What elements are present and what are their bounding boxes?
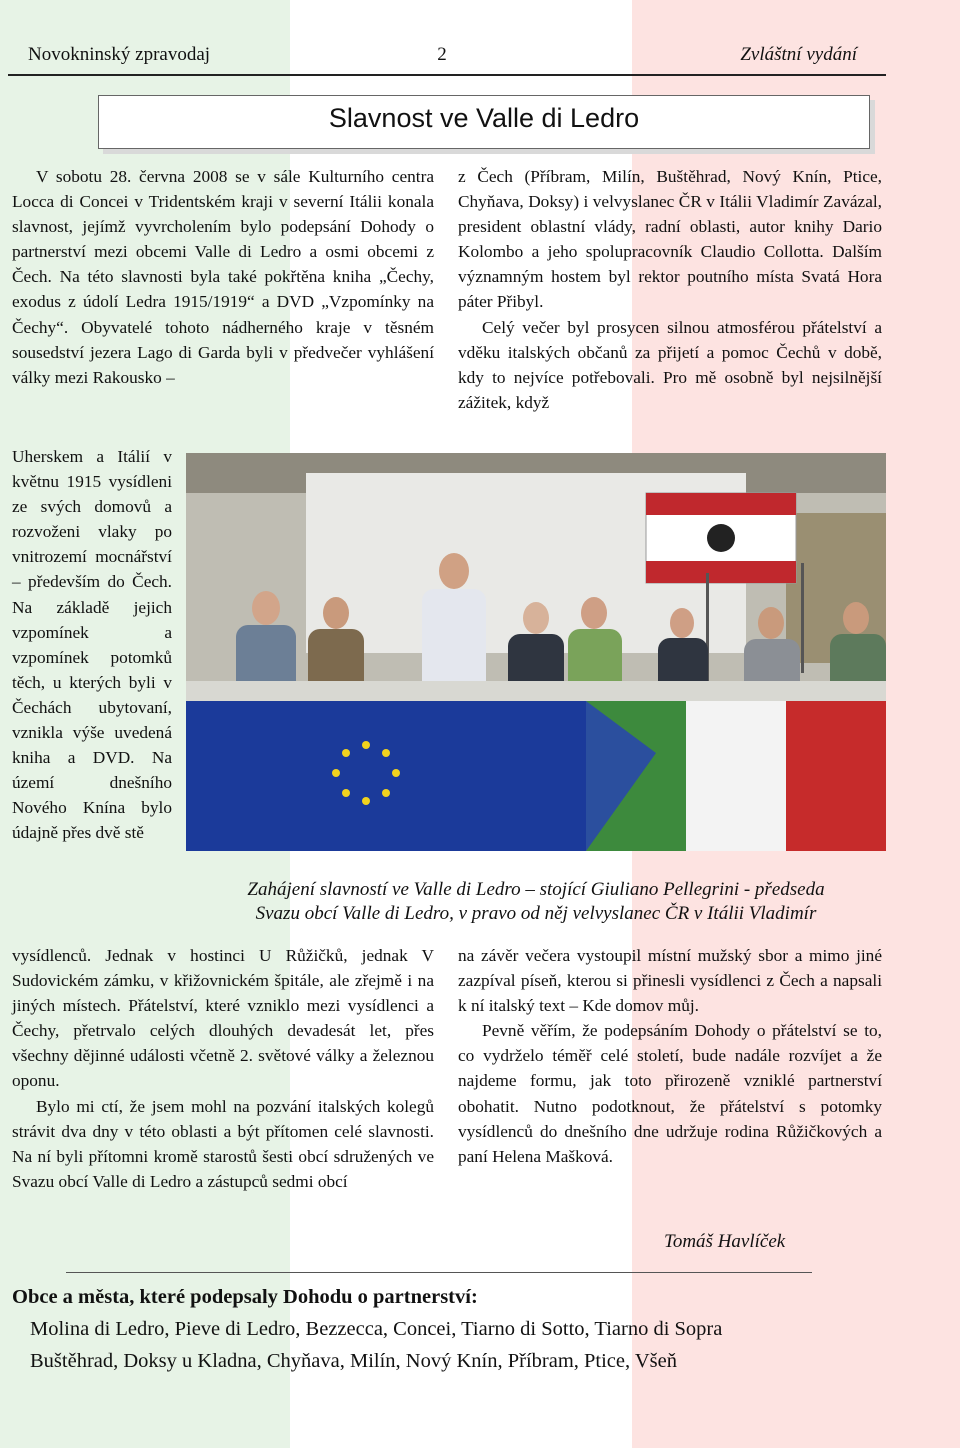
photo-caption-line-2: Svazu obcí Valle di Ledro, v pravo od něj velvyslanec ČR v Itálii Vladimír xyxy=(255,903,817,924)
event-photo-illustration xyxy=(186,453,886,851)
paragraph-conclusion: Pevně věřím, že podepsáním Dohody o přátelství se to, co vydrželo téměř celé století, bude nadále rozvíjet a že najdeme formu, jak toto přirozeně vzniklé partnerství obohatit. Nutno podotknout, že přátelství s potomky vysídlenců do dnešního dne udržuje rodina Růžičkových a paní Helena Mašková. xyxy=(458,1021,882,1166)
paragraph-guests: z Čech (Příbram, Milín, Buštěhrad, Nový Knín, Ptice, Chyňava, Doksy) i velvyslanec ČR v Itálii Vladimír Zavázal, president oblastní vlády, radní oblasti, autor knihy Dario Kolombo a jeho spolupracovník Claudio Collotta. Dalším významným hostem byl rektor poutního místa Svatá Hora páter Přibyl. xyxy=(458,167,882,312)
paragraph-settlers: vysídlenců. Jednak v hostinci U Růžičků, jednak V Sudovickém zámku, v křižovnickém špitále, ale zřejmě i na jiných místech. Přátelství, které vzniklo mezi vysídlenci a Čechy, přetrvalo celých dlouhých devadesát let, přes všechny dějinné události včetně 2. světové války a železnou oponu. xyxy=(12,946,434,1091)
edition-label: Zvláštní vydání xyxy=(740,44,857,65)
left-column-bottom xyxy=(12,943,434,1194)
photo-caption-line-1: Zahájení slavností ve Valle di Ledro – stojící Giuliano Pellegrini - předseda xyxy=(247,879,825,900)
paragraph-honor: Bylo mi ctí, že jsem mohl na pozvání italských kolegů strávit dva dny v této oblasti a být přítomen celé slavnosti. Na ní byli přítomni kromě starostů šesti obcí sdružených ve Svazu obcí Valle di Ledro a zástupců sedmi obcí xyxy=(12,1096,434,1191)
left-column-narrow xyxy=(12,444,172,846)
partners-heading: Obce a města, které podepsaly Dohodu o partnerství: xyxy=(12,1286,478,1308)
article-title: Slavnost ve Valle di Ledro xyxy=(328,103,640,133)
page-number: 2 xyxy=(437,44,447,65)
event-photo xyxy=(186,453,886,851)
right-column-top xyxy=(458,164,882,415)
photo-caption xyxy=(186,878,886,926)
article-title-box xyxy=(98,95,870,149)
paragraph-choir: na závěr večera vystoupil místní mužský sbor a mimo jiné zazpíval píseň, kterou si přinesli vysídlenci z Čech a napsali k ní italský text – Kde domov můj. xyxy=(458,946,882,1016)
newsletter-name: Novokninský zpravodaj xyxy=(28,44,211,65)
right-column-bottom xyxy=(458,943,882,1169)
paragraph-intro: V sobotu 28. června 2008 se v sále Kulturního centra Locca di Concei v Tridentském kraji v severní Itálii konala slavnost, jejímž vyvrcholením bylo podepsání Dohody o partnerství mezi obcemi Valle di Ledro a osmi obcemi z Čech. Na této slavnosti byla také pokřtěna kniha „Čechy, exodus z údolí Ledra 1915/1919“ a DVD „Vzpomínky na Čechy“. Obyvatelé tohoto nádherného kraje v těsném sousedství jezera Lago di Garda byli v předvečer vyhlášení války mezi Rakousko – xyxy=(12,167,434,387)
paragraph-atmosphere: Celý večer byl prosycen silnou atmosférou přátelství a vděku italských občanů za přijetí a pomoc Čechů v době, kdy to nejvíce potřebovali. Pro mě osobně byl nejsilnější zážitek, když xyxy=(458,317,882,412)
paragraph-wrap: Uherskem a Itálií v květnu 1915 vysídleni ze svých domovů a rozvoženi vlaky po vnitrozemí mocnářství – především do Čech. Na základě jejich vzpomínek a vzpomínek potomků těch, u kterých byli v Čechách ubytovaní, vznikla výše uvedená kniha a DVD. Na území dnešního Nového Knína bylo údajně přes dvě stě xyxy=(12,447,172,843)
header-divider xyxy=(8,74,886,76)
partners-czech: Buštěhrad, Doksy u Kladna, Chyňava, Milín, Nový Knín, Příbram, Ptice, Všeň xyxy=(30,1350,678,1372)
left-column-top xyxy=(12,164,434,390)
partners-italian: Molina di Ledro, Pieve di Ledro, Bezzecca, Concei, Tiarno di Sotto, Tiarno di Sopra xyxy=(30,1318,723,1340)
author-signature: Tomáš Havlíček xyxy=(664,1231,786,1252)
section-divider xyxy=(66,1272,812,1273)
